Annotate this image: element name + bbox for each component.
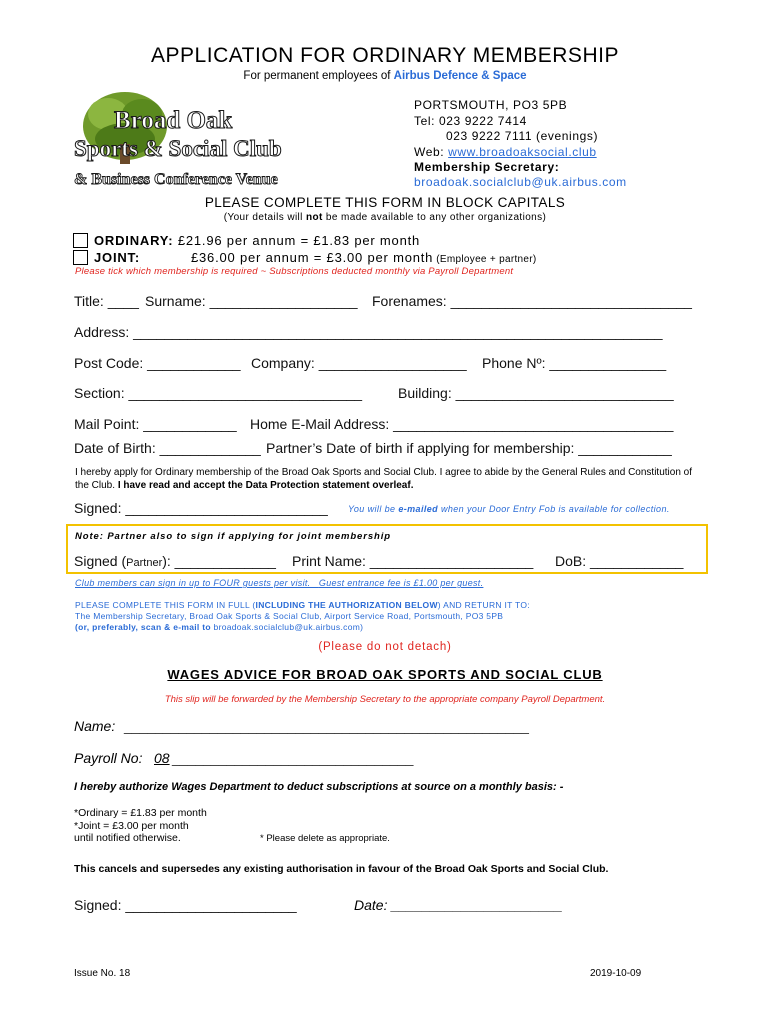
club-tel: Tel: 023 9222 7414 <box>414 114 527 128</box>
joint-checkbox[interactable] <box>73 250 88 265</box>
ordinary-rate: *Ordinary = £1.83 per month <box>74 807 207 819</box>
club-tel-evenings: 023 9222 7111 (evenings) <box>446 129 599 143</box>
secretary-label: Membership Secretary: <box>414 160 560 174</box>
issue-date: 2019-10-09 <box>590 968 642 979</box>
return-address: The Membership Secretary, Broad Oak Sports & Social Club, Airport Service Road, Portsmouth, PO3 5PB <box>75 611 504 621</box>
guest-info: Club members can sign in up to FOUR guests per visit. Guest entrance fee is £1.00 per guest. <box>75 578 484 588</box>
cancels-text: This cancels and supersedes any existing authorisation in favour of the Broad Oak Sports and Social Club. <box>74 863 609 875</box>
surname-field[interactable]: Surname: ___________________ <box>145 293 358 309</box>
door-fob-note: You will be e-mailed when your Door Entry Fob is available for collection. <box>348 504 670 514</box>
logo-line3: & Business Conference Venue <box>74 171 278 188</box>
club-website-link[interactable]: www.broadoaksocial.club <box>448 145 597 159</box>
authorize-text: I hereby authorize Wages Department to deduct subscriptions at source on a monthly basis: - <box>74 781 564 793</box>
wages-date-field[interactable]: Date: ______________________ <box>354 897 563 913</box>
payroll-field[interactable]: _______________________________ <box>172 750 414 766</box>
logo-line2: Sports & Social Club <box>74 136 282 161</box>
postcode-field[interactable]: Post Code: ____________ <box>74 355 241 371</box>
phone-field[interactable]: Phone Nº: _______________ <box>482 355 667 371</box>
home-email-field[interactable]: Home E-Mail Address: ____________________________________ <box>250 416 674 432</box>
forenames-field[interactable]: Forenames: _______________________________ <box>372 293 692 309</box>
detach-note: (Please do not detach) <box>318 641 452 653</box>
dob-field[interactable]: Date of Birth: _____________ <box>74 440 261 456</box>
company-field[interactable]: Company: ___________________ <box>251 355 467 371</box>
company-name: Airbus Defence & Space <box>393 70 527 82</box>
page-title: APPLICATION FOR ORDINARY MEMBERSHIP <box>151 44 619 67</box>
partner-signature-field[interactable]: Signed (Partner): _____________ <box>74 553 276 569</box>
partner-print-name-field[interactable]: Print Name: _____________________ <box>292 553 534 569</box>
secretary-email[interactable]: broadoak.socialclub@uk.airbus.com <box>414 175 627 189</box>
club-logo <box>70 84 330 194</box>
declaration-text: I hereby apply for Ordinary membership of the Broad Oak Sports and Social Club. I agree to abide by the General Rules and Constitution of the Club. I have read and accept the Data Protection statement overleaf. <box>75 467 693 491</box>
building-field[interactable]: Building: ____________________________ <box>398 385 674 401</box>
section-field[interactable]: Section: ______________________________ <box>74 385 363 401</box>
address-field[interactable]: Address: ____________________________________________________________________ <box>74 324 663 340</box>
joint-price: £36.00 per annum = £3.00 per month (Employee + partner) <box>191 250 537 265</box>
club-web: Web: www.broadoaksocial.club <box>414 145 597 159</box>
signature-field[interactable]: Signed: __________________________ <box>74 500 328 516</box>
joint-option: JOINT: <box>94 250 140 265</box>
payroll-value[interactable]: 08 <box>154 750 170 766</box>
tick-instruction: Please tick which membership is required ~ Subscriptions deducted monthly via Payroll Department <box>75 266 514 277</box>
slip-note: This slip will be forwarded by the Membership Secretary to the appropriate company Payroll Department. <box>164 694 606 705</box>
page-subtitle: For permanent employees of Airbus Defence & Space <box>243 70 527 82</box>
wages-title: WAGES ADVICE FOR BROAD OAK SPORTS AND SOCIAL CLUB <box>167 667 603 682</box>
title-field[interactable]: Title: ____ <box>74 293 139 309</box>
payroll-label: Payroll No: <box>74 750 143 766</box>
block-capitals-instruction: PLEASE COMPLETE THIS FORM IN BLOCK CAPITALS <box>204 195 566 210</box>
partner-note: Note: Partner also to sign if applying for joint membership <box>75 531 391 542</box>
wages-name-label: Name: <box>74 718 116 734</box>
mailpoint-field[interactable]: Mail Point: ____________ <box>74 416 237 432</box>
return-instruction: PLEASE COMPLETE THIS FORM IN FULL (INCLUDING THE AUTHORIZATION BELOW) AND RETURN IT TO: <box>75 600 530 610</box>
logo-line1: Broad Oak <box>114 107 233 134</box>
until-notified: until notified otherwise. <box>74 832 181 844</box>
issue-number: Issue No. 18 <box>74 968 131 979</box>
wages-signature-field[interactable]: Signed: ______________________ <box>74 897 297 913</box>
wages-name-field[interactable]: ____________________________________________________ <box>124 718 529 734</box>
privacy-note: (Your details will not be made available to any other organizations) <box>223 212 547 223</box>
delete-note: * Please delete as appropriate. <box>260 833 390 844</box>
joint-rate: *Joint = £3.00 per month <box>74 820 189 832</box>
club-address: PORTSMOUTH, PO3 5PB <box>414 98 568 112</box>
partner-dob-field[interactable]: Partner’s Date of birth if applying for membership: ____________ <box>266 440 672 456</box>
ordinary-option: ORDINARY: £21.96 per annum = £1.83 per month <box>94 233 421 248</box>
ordinary-checkbox[interactable] <box>73 233 88 248</box>
partner-dob-box-field[interactable]: DoB: ____________ <box>555 553 684 569</box>
return-email: (or, preferably, scan & e-mail to broadoak.socialclub@uk.airbus.com) <box>75 622 364 632</box>
